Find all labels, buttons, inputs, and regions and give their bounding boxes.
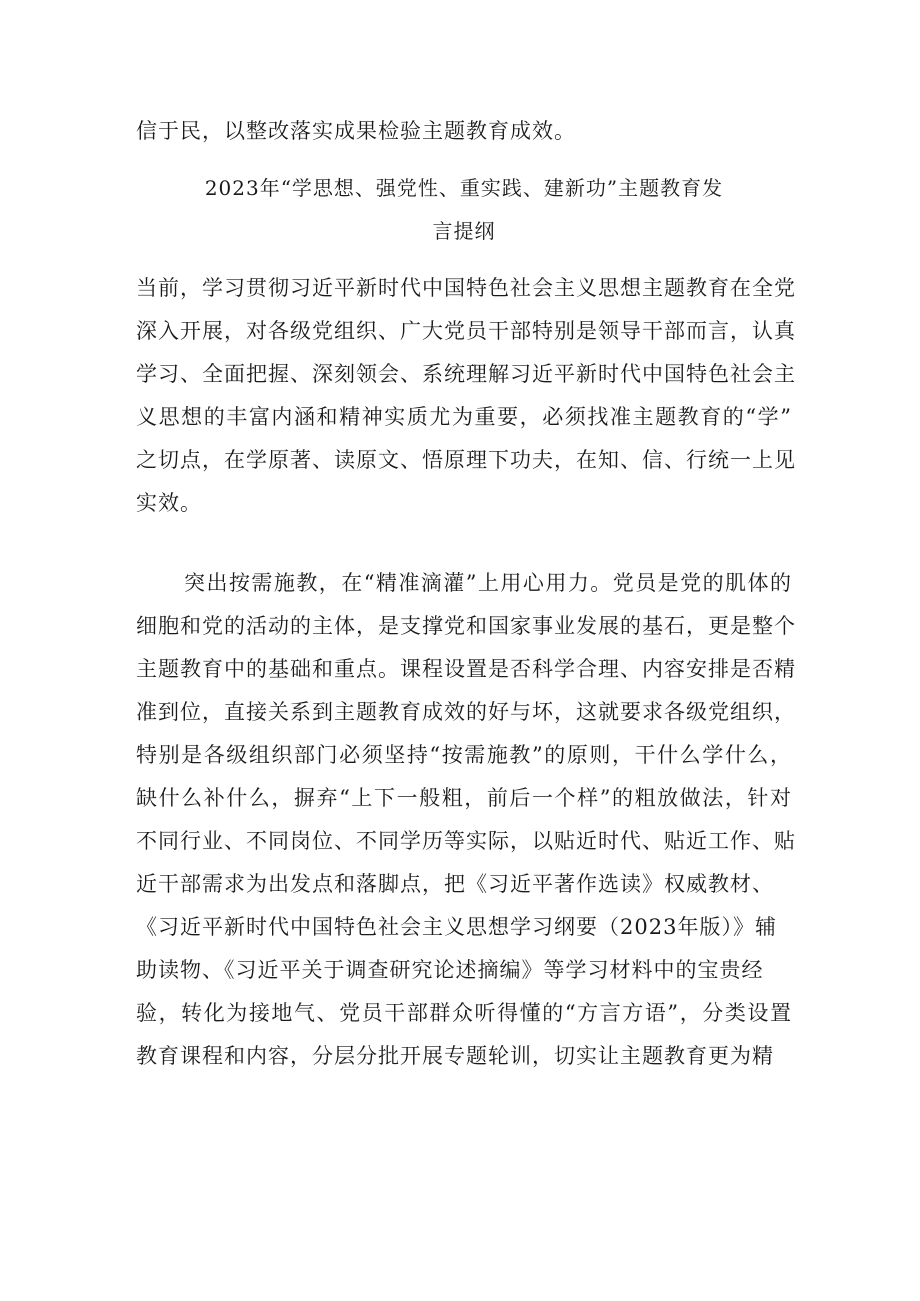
paragraph-line: 之切点，在学原著、读原文、悟原理下功夫，在知、信、行统一上见 xyxy=(136,448,796,472)
paragraph-line: 教育课程和内容，分层分批开展专题轮训，切实让主题教育更为精 xyxy=(136,1044,774,1068)
paragraph-line: 学习、全面把握、深刻领会、系统理解习近平新时代中国特色社会主 xyxy=(136,362,796,386)
paragraph-line: 不同行业、不同岗位、不同学历等实际，以贴近时代、贴近工作、贴 xyxy=(136,829,796,853)
paragraph-line: 准到位，直接关系到主题教育成效的好与坏，这就要求各级党组织， xyxy=(136,700,796,724)
spacer xyxy=(136,525,792,562)
paragraph-line: 验，转化为接地气、党员干部群众听得懂的“方言方语”，分类设置 xyxy=(136,1001,792,1025)
document-page xyxy=(136,110,796,1078)
paragraph-line: 突出按需施教，在“精准滴灌”上用心用力。党员是党的肌体的 xyxy=(184,571,792,595)
carry-over-paragraph xyxy=(136,110,792,153)
paragraph-line: 近干部需求为出发点和落脚点，把《习近平著作选读》权威教材、 xyxy=(136,872,774,896)
title-line: 言提纲 xyxy=(432,219,496,243)
paragraph-line: 当前，学习贯彻习近平新时代中国特色社会主义思想主题教育在全党 xyxy=(136,276,796,300)
paragraph-line: 助读物、《习近平关于调查研究论述摘编》等学习材料中的宝贵经 xyxy=(136,958,764,982)
paragraph-line: 细胞和党的活动的主体，是支撑党和国家事业发展的基石，更是整个 xyxy=(136,614,796,638)
title-line: 2023年“学思想、强党性、重实践、建新功”主题教育发 xyxy=(204,176,724,200)
paragraph-line: 信于民，以整改落实成果检验主题教育成效。 xyxy=(136,119,576,143)
intro-paragraph xyxy=(136,267,796,525)
paragraph-line: 主题教育中的基础和重点。课程设置是否科学合理、内容安排是否精 xyxy=(136,657,796,681)
spacer xyxy=(136,253,792,267)
paragraph-line: 特别是各级组织部门必须坚持“按需施教”的原则，干什么学什么， xyxy=(136,743,792,767)
paragraph-line: 义思想的丰富内涵和精神实质尤为重要，必须找准主题教育的“学” xyxy=(136,405,792,429)
paragraph-line: 《习近平新时代中国特色社会主义思想学习纲要（2023年版）》辅 xyxy=(136,915,777,939)
paragraph-line: 缺什么补什么，摒弃“上下一般粗，前后一个样”的粗放做法，针对 xyxy=(136,786,792,810)
paragraph-line: 深入开展，对各级党组织、广大党员干部特别是领导干部而言，认真 xyxy=(136,319,796,343)
paragraph-line: 实效。 xyxy=(136,491,202,515)
document-title xyxy=(136,167,792,253)
section-paragraph xyxy=(136,562,796,1078)
spacer xyxy=(136,153,792,167)
